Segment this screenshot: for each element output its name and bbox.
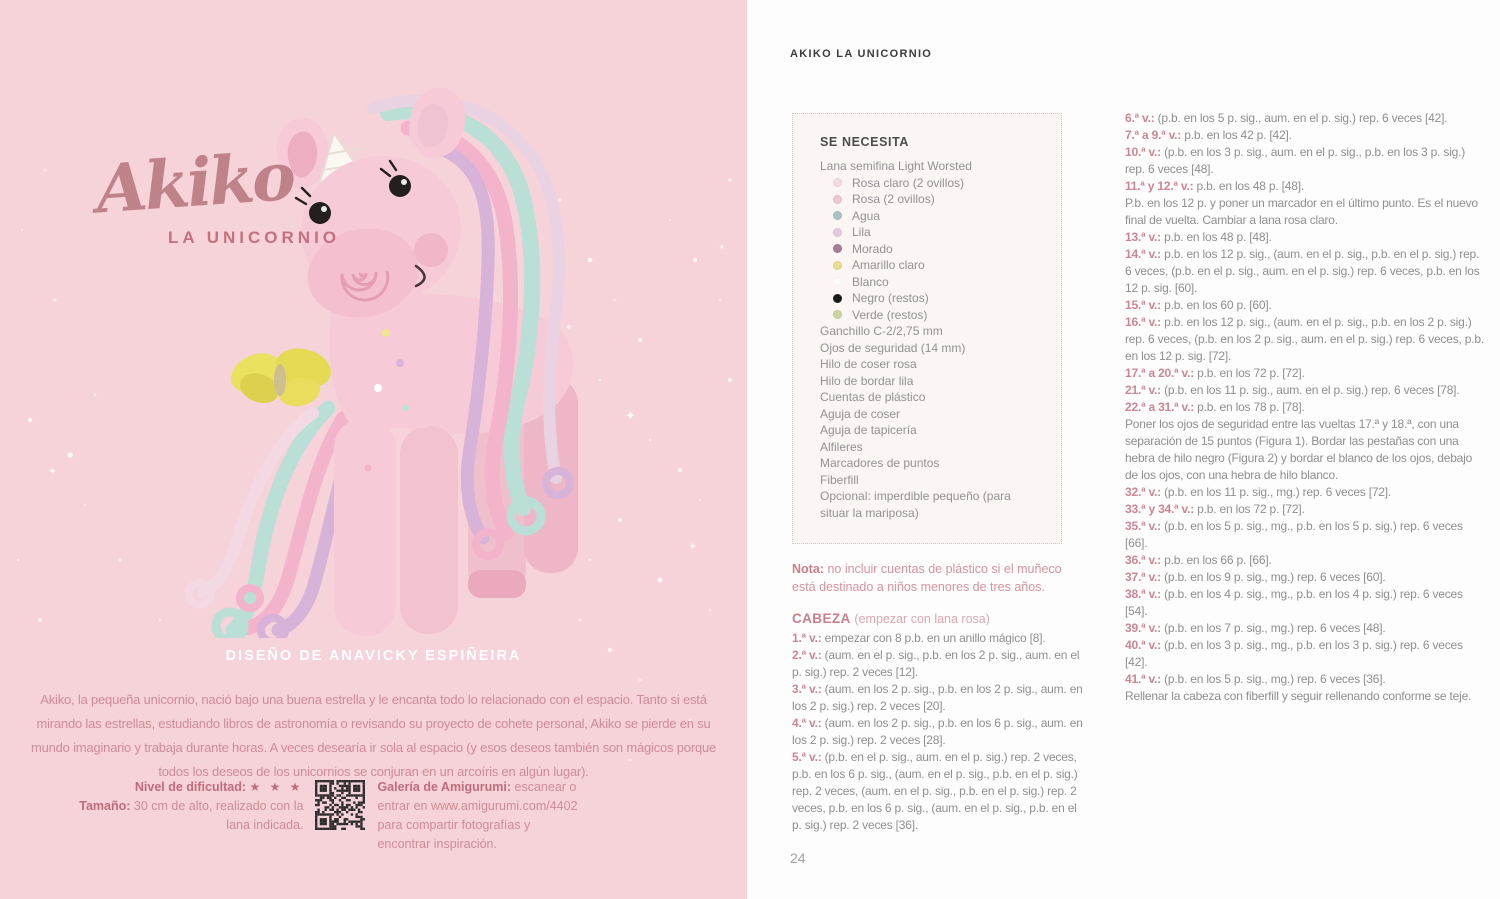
materials-item: Hilo de bordar lila <box>820 373 914 388</box>
materials-title: SE NECESITA <box>820 135 910 149</box>
instruction-list-1 <box>792 630 1084 834</box>
yarn-color-dot <box>833 211 842 220</box>
pattern-row: 33.ª y 34.ª v.: p.b. en los 72 p. [72]. <box>1125 502 1305 516</box>
row-number-label: 17.ª a 20.ª v.: <box>1125 366 1198 380</box>
pattern-column-1 <box>792 113 1084 834</box>
yarn-color-item <box>820 175 1041 192</box>
section-heading <box>792 611 1084 626</box>
yarn-color-name: Rosa claro (2 ovillos) <box>852 175 965 190</box>
materials-intro: Lana semifina Light Worsted <box>820 159 972 173</box>
row-number-label: 1.ª v.: <box>792 631 825 645</box>
yarn-color-item <box>820 274 1041 291</box>
row-number-label: 41.ª v.: <box>1125 672 1165 686</box>
left-page <box>0 0 747 899</box>
yarn-color-name: Amarillo claro <box>852 258 925 272</box>
materials-item: Alfileres <box>820 439 863 454</box>
yarn-color-dot <box>833 178 842 187</box>
svg-text:✦: ✦ <box>625 408 636 423</box>
note-label: Nota: <box>792 562 824 576</box>
butterfly <box>225 343 336 410</box>
pattern-row: 35.ª v.: (p.b. en los 5 p. sig., mg., p.b. en los 5 p. sig.) rep. 6 veces [66]. <box>1125 519 1463 550</box>
pattern-row: 22.ª a 31.ª v.: p.b. en los 78 p. [78]. <box>1125 400 1305 414</box>
yarn-color-item <box>820 191 1041 208</box>
yarn-color-dot <box>833 261 842 270</box>
gallery-label: Galería de Amigurumi: <box>377 780 512 794</box>
right-page <box>747 0 1500 899</box>
pattern-row: 10.ª v.: (p.b. en los 3 p. sig., aum. en el p. sig., p.b. en los 3 p. sig.) rep. 6 veces [48]. <box>1125 145 1466 176</box>
pattern-row: 37.ª v.: (p.b. en los 9 p. sig., mg.) rep. 6 veces [60]. <box>1125 570 1386 584</box>
materials-item: Aguja de tapicería <box>820 423 917 437</box>
yarn-color-item <box>820 307 1041 324</box>
yarn-color-item <box>820 257 1041 274</box>
row-number-label: 40.ª v.: <box>1125 638 1165 652</box>
gallery-block <box>377 778 582 854</box>
pattern-row: 14.ª v.: p.b. en los 12 p. sig., (aum. en el p. sig., p.b. en el p. sig.) rep. 6 veces, (p.b. en el p. sig., aum. en el p. sig.) rep. 6 veces, p.b. en los 12 p. sig. [60]. <box>1125 247 1480 295</box>
row-number-label: 35.ª v.: <box>1125 519 1165 533</box>
row-number-label: 37.ª v.: <box>1125 570 1165 584</box>
pattern-row: 32.ª v.: (p.b. en los 11 p. sig., mg.) rep. 6 veces [72]. <box>1125 485 1392 499</box>
yarn-color-name: Rosa (2 ovillos) <box>852 192 935 206</box>
row-number-label: 7.ª a 9.ª v.: <box>1125 128 1185 142</box>
pattern-row: 6.ª v.: (p.b. en los 5 p. sig., aum. en el p. sig.) rep. 6 veces [42]. <box>1125 111 1448 125</box>
pattern-row: 15.ª v.: p.b. en los 60 p. [60]. <box>1125 298 1272 312</box>
materials-item: Opcional: imperdible pequeño (para situar la mariposa) <box>820 489 1011 520</box>
yarn-color-name: Lila <box>852 225 871 239</box>
yarn-color-item <box>820 224 1041 241</box>
pattern-column-2 <box>1125 110 1487 705</box>
yarn-color-name: Blanco <box>852 274 889 289</box>
materials-box <box>792 113 1062 544</box>
pattern-row: 13.ª v.: p.b. en los 48 p. [48]. <box>1125 230 1272 244</box>
row-number-label: 36.ª v.: <box>1125 553 1165 567</box>
materials-item: Fiberfill <box>820 472 859 487</box>
difficulty-stars: ★ ★ ★ <box>249 780 304 794</box>
yarn-color-name: Morado <box>852 241 893 256</box>
pattern-row: 1.ª v.: empezar con 8 p.b. en un anillo mágico [8]. <box>792 631 1046 645</box>
yarn-color-name: Negro (restos) <box>852 291 929 305</box>
row-number-label: 14.ª v.: <box>1125 247 1165 261</box>
pattern-row: 41.ª v.: (p.b. en los 5 p. sig., mg.) rep. 6 veces [36]. <box>1125 672 1386 686</box>
materials-item: Ojos de seguridad (14 mm) <box>820 340 966 355</box>
page-subtitle: LA UNICORNIO <box>168 228 341 247</box>
pattern-row: 40.ª v.: (p.b. en los 3 p. sig., mg., p.b. en los 3 p. sig.) rep. 6 veces [42]. <box>1125 638 1463 669</box>
materials-item: Marcadores de puntos <box>820 456 940 470</box>
spec-block <box>62 778 303 835</box>
svg-text:✦: ✦ <box>48 466 58 478</box>
yarn-color-item <box>820 290 1041 307</box>
materials-item: Hilo de coser rosa <box>820 357 917 371</box>
pattern-row: 39.ª v.: (p.b. en los 7 p. sig., mg.) rep. 6 veces [48]. <box>1125 621 1386 635</box>
yarn-color-dot <box>833 277 842 286</box>
pattern-row: 11.ª y 12.ª v.: p.b. en los 48 p. [48]. <box>1125 179 1304 193</box>
info-row <box>62 778 582 854</box>
row-number-label: 33.ª y 34.ª v.: <box>1125 502 1198 516</box>
note-paragraph <box>792 560 1082 596</box>
row-number-label: 13.ª v.: <box>1125 230 1165 244</box>
pattern-row: 17.ª a 20.ª v.: p.b. en los 72 p. [72]. <box>1125 366 1305 380</box>
running-header: AKIKO LA UNICORNIO <box>790 48 933 60</box>
gallery-text: escanear o entrar en www.amigurumi.com/4402 para compartir fotografías y encontrar inspiración. <box>377 780 578 851</box>
yarn-color-dot <box>833 228 842 237</box>
row-number-label: 39.ª v.: <box>1125 621 1165 635</box>
materials-item: Ganchillo C-2/2,75 mm <box>820 324 943 338</box>
yarn-color-dot <box>833 244 842 253</box>
row-number-label: 10.ª v.: <box>1125 145 1165 159</box>
row-number-label: 3.ª v.: <box>792 682 825 696</box>
title-block <box>93 136 341 248</box>
pattern-row: 3.ª v.: (aum. en los 2 p. sig., p.b. en los 2 p. sig., aum. en los 2 p. sig.) rep. 2 veces [20]. <box>792 682 1083 713</box>
yarn-color-dot <box>833 294 842 303</box>
size-line: Tamaño: 30 cm de alto, realizado con la lana indicada. <box>79 799 304 832</box>
pattern-row: 16.ª v.: p.b. en los 12 p. sig., (aum. en el p. sig., p.b. en los 2 p. sig.) rep. 6 veces, (p.b. en los 2 p. sig., aum. en el p. sig.) rep. 6 veces, p.b. en los 12 p. sig. [72]. <box>1125 315 1484 363</box>
pattern-row: P.b. en los 12 p. y poner un marcador en el último punto. Es el nuevo final de vuelta. Cambiar a lana rosa claro. <box>1125 196 1478 227</box>
yarn-color-item <box>820 241 1041 258</box>
materials-item: Cuentas de plástico <box>820 390 926 404</box>
row-number-label: 11.ª y 12.ª v.: <box>1125 179 1197 193</box>
row-number-label: 38.ª v.: <box>1125 587 1165 601</box>
pattern-row: 4.ª v.: (aum. en los 2 p. sig., p.b. en los 6 p. sig., aum. en los 2 p. sig.) rep. 2 veces [28]. <box>792 716 1083 747</box>
intro-paragraph: Akiko, la pequeña unicornio, nació bajo una buena estrella y le encanta todo lo relacionado con el espacio. Tanto si está mirando las estrellas, estudiando libros de astronomía o revisando su proyecto de cohete personal, Akiko se pierde en su mundo imaginario y trabaja durante horas. A veces desearía ir sola al espacio (y esos deseos también son mágicos porque todos los deseos de los unicornios se conjuran en un arcoíris en algún lugar). <box>30 692 717 779</box>
yarn-color-name: Verde (restos) <box>852 307 928 322</box>
yarn-color-item <box>820 208 1041 225</box>
pattern-row: Poner los ojos de seguridad entre las vueltas 17.ª y 18.ª, con una separación de 15 puntos (Figura 1). Bordar las pestañas con una hebra de hilo negro (Figura 2) y bordar el blanco de los ojos, debajo de los ojos, con una hebra de hilo blanco. <box>1125 417 1473 482</box>
row-number-label: 16.ª v.: <box>1125 315 1165 329</box>
page-title: Akiko <box>93 136 296 229</box>
yarn-color-dot <box>833 195 842 204</box>
row-number-label: 4.ª v.: <box>792 716 825 730</box>
pattern-row: 2.ª v.: (aum. en el p. sig., p.b. en los 2 p. sig., aum. en el p. sig.) rep. 2 veces [12]. <box>792 648 1080 679</box>
materials-item-list <box>820 323 1041 521</box>
section-title: CABEZA <box>792 611 851 626</box>
pattern-row: 5.ª v.: (p.b. en el p. sig., aum. en el p. sig.) rep. 2 veces, p.b. en los 6 p. sig., (aum. en el p. sig., p.b. en el p. sig.) rep. 2 veces, (aum. en el p. sig., p.b. en el p. sig.) rep. 2 veces, p.b. en los 6 p. sig., (aum. en el p. sig., p.b. en el p. sig.) rep. 2 veces [36]. <box>792 750 1078 832</box>
pattern-row: 38.ª v.: (p.b. en los 4 p. sig., mg., p.b. en los 4 p. sig.) rep. 6 veces [54]. <box>1125 587 1463 618</box>
yarn-color-name: Agua <box>852 208 881 223</box>
pattern-row: Rellenar la cabeza con fiberfill y seguir rellenando conforme se teje. <box>1125 689 1472 703</box>
difficulty-line: Nivel de dificultad: ★ ★ ★ <box>134 780 304 794</box>
materials-item: Aguja de coser <box>820 406 901 421</box>
yarn-color-list <box>820 175 1041 324</box>
section-subtitle: (empezar con lana rosa) <box>854 612 990 626</box>
row-number-label: 5.ª v.: <box>792 750 825 764</box>
pattern-row: 21.ª v.: (p.b. en los 11 p. sig., aum. en el p. sig.) rep. 6 veces [78]. <box>1125 383 1460 397</box>
pattern-row: 7.ª a 9.ª v.: p.b. en los 42 p. [42]. <box>1125 128 1292 142</box>
row-number-label: 15.ª v.: <box>1125 298 1165 312</box>
yarn-color-dot <box>833 310 842 319</box>
svg-text:✦: ✦ <box>718 242 726 252</box>
svg-text:✦: ✦ <box>565 322 573 332</box>
row-number-label: 2.ª v.: <box>792 648 825 662</box>
svg-text:✦: ✦ <box>688 541 698 553</box>
page-number: 24 <box>790 850 806 866</box>
row-number-label: 32.ª v.: <box>1125 485 1165 499</box>
qr-code <box>315 780 365 830</box>
row-number-label: 22.ª a 31.ª v.: <box>1125 400 1198 414</box>
designer-credit: DISEÑO DE ANAVICKY ESPIÑEIRA <box>225 648 522 664</box>
pattern-row: 36.ª v.: p.b. en los 66 p. [66]. <box>1125 553 1272 567</box>
row-number-label: 21.ª v.: <box>1125 383 1165 397</box>
note-text: no incluir cuentas de plástico si el muñeco está destinado a niños menores de tres años. <box>792 562 1062 594</box>
row-number-label: 6.ª v.: <box>1125 111 1158 125</box>
